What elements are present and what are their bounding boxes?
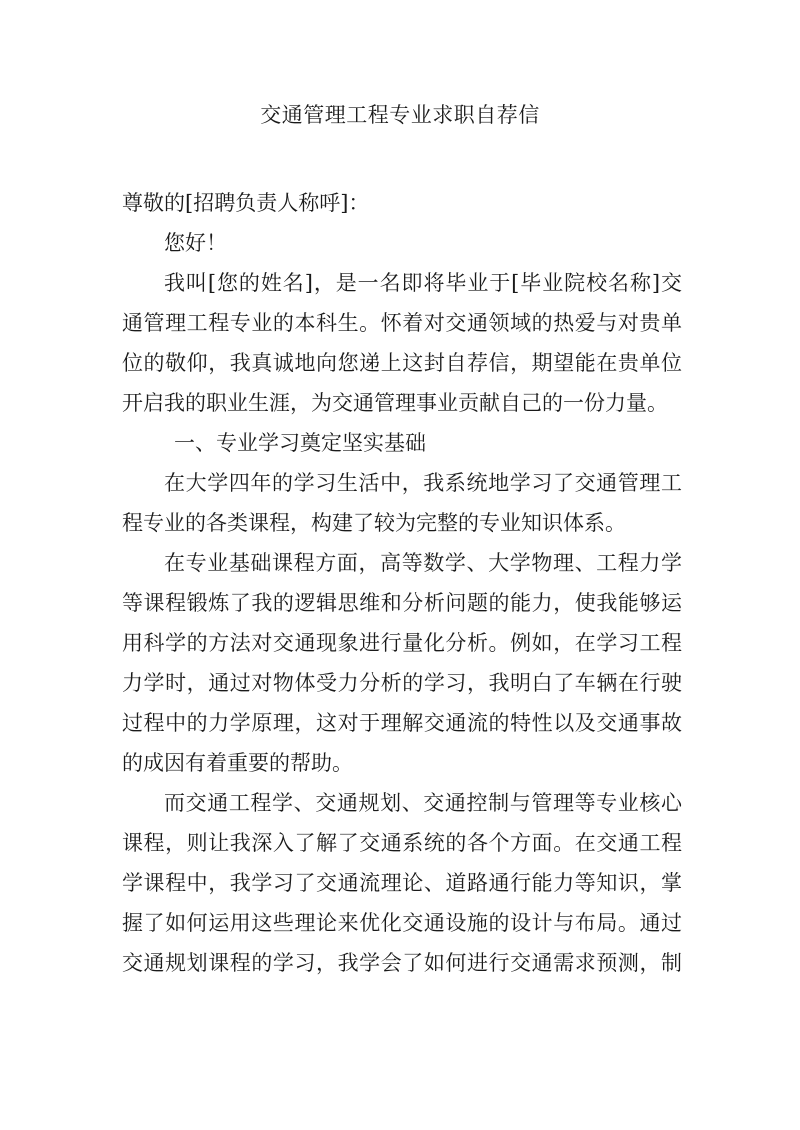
- salutation: 尊敬的[招聘负责人称呼]：: [122, 191, 370, 215]
- letter-body: [122, 183, 682, 983]
- intro-line-4: 开启我的职业生涯，为交通管理事业贡献自己的一份力量。: [122, 391, 668, 415]
- section-heading-1: 一、专业学习奠定坚实基础: [174, 431, 426, 455]
- para4-line-2: 课程，则让我深入了解了交通系统的各个方面。在交通工程: [122, 831, 682, 855]
- para4-line-5: 交通规划课程的学习，我学会了如何进行交通需求预测，制: [122, 951, 682, 975]
- para3-line-3: 用科学的方法对交通现象进行量化分析。例如，在学习工程: [122, 631, 682, 655]
- document-title: 交通管理工程专业求职自荐信: [260, 103, 540, 127]
- intro-line-1: 我叫[您的姓名]，是一名即将毕业于[毕业院校名称]交: [164, 271, 682, 295]
- para3-line-5: 过程中的力学原理，这对于理解交通流的特性以及交通事故: [122, 711, 682, 735]
- greeting: 您好！: [164, 231, 227, 255]
- para4-line-3: 学课程中，我学习了交通流理论、道路通行能力等知识，掌: [122, 871, 682, 895]
- para3-line-6: 的成因有着重要的帮助。: [122, 751, 353, 775]
- intro-line-3: 位的敬仰，我真诚地向您递上这封自荐信，期望能在贵单位: [122, 351, 682, 375]
- para3-line-2: 等课程锻炼了我的逻辑思维和分析问题的能力，使我能够运: [122, 591, 682, 615]
- para4-line-1: 而交通工程学、交通规划、交通控制与管理等专业核心: [164, 791, 682, 815]
- para2-line-1: 在大学四年的学习生活中，我系统地学习了交通管理工: [164, 471, 682, 495]
- para3-line-1: 在专业基础课程方面，高等数学、大学物理、工程力学: [164, 551, 682, 575]
- para2-line-2: 程专业的各类课程，构建了较为完整的专业知识体系。: [122, 511, 626, 535]
- para4-line-4: 握了如何运用这些理论来优化交通设施的设计与布局。通过: [122, 911, 682, 935]
- intro-line-2: 通管理工程专业的本科生。怀着对交通领域的热爱与对贵单: [122, 311, 682, 335]
- para3-line-4: 力学时，通过对物体受力分析的学习，我明白了车辆在行驶: [122, 671, 682, 695]
